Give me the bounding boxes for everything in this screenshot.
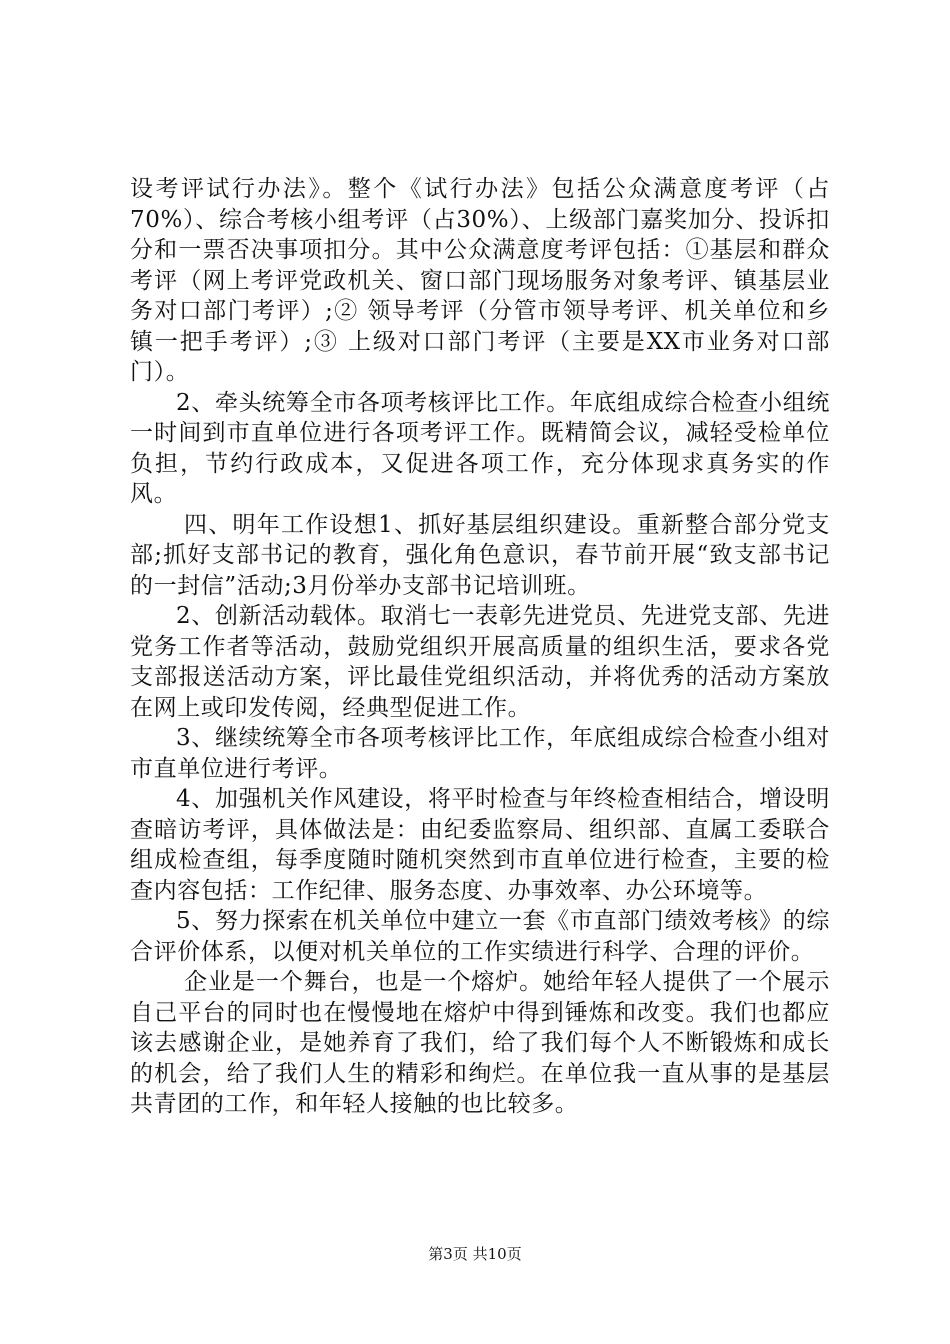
paragraph-item-2-coordination: 2、牵头统筹全市各项考核评比工作。年底组成综合检查小组统一时间到市直单位进行各项考评工作。既精简会议，减轻受检单位负担，节约行政成本，又促进各项工作，充分体现求真务实的作风。 [130, 389, 830, 507]
paragraph-item-4-work-style: 4、加强机关作风建设，将平时检查与年终检查相结合，增设明查暗访考评，具体做法是：由纪委监察局、组织部、直属工委联合组成检查组，每季度随时随机突然到市直单位进行检查，主要的检查内容包括：工作纪律、服务态度、办事效率、办公环境等。 [130, 786, 830, 904]
paragraph-item-3-evaluation: 3、继续统筹全市各项考核评比工作，年底组成综合检查小组对市直单位进行考评。 [130, 725, 830, 782]
paragraph-item-2-activities: 2、创新活动载体。取消七一表彰先进党员、先进党支部、先进党务工作者等活动，鼓励党组织开展高质量的组织生活，要求各党支部报送活动方案，评比最佳党组织活动，并将优秀的活动方案放在网上或印发传阅，经典型促进工作。 [130, 603, 830, 721]
paragraph-item-5-performance: 5、努力探索在机关单位中建立一套《市直部门绩效考核》的综合评价体系，以便对机关单位的工作实绩进行科学、合理的评价。 [130, 908, 830, 965]
page-footer: 第3页 共10页 [428, 1245, 522, 1263]
document-body [130, 174, 830, 1120]
paragraph-section-4-plans: 四、明年工作设想1、抓好基层组织建设。重新整合部分党支部;抓好支部书记的教育，强化角色意识，春节前开展“致支部书记的一封信”活动;3月份举办支部书记培训班。 [130, 511, 830, 599]
paragraph-enterprise: 企业是一个舞台，也是一个熔炉。她给年轻人提供了一个展示自己平台的同时也在慢慢地在熔炉中得到锤炼和改变。我们也都应该去感谢企业，是她养育了我们，给了我们每个人不断锻炼和成长的机会，给了我们人生的精彩和绚烂。在单位我一直从事的是基层共青团的工作，和年轻人接触的也比较多。 [130, 969, 830, 1117]
paragraph-continuation: 设考评试行办法》。整个《试行办法》包括公众满意度考评（占70%）、综合考核小组考评（占30%）、上级部门嘉奖加分、投诉扣分和一票否决事项扣分。其中公众满意度考评包括：①基层和群众考评（网上考评党政机关、窗口部门现场服务对象考评、镇基层业务对口部门考评）;② 领导考评（分管市领导考评、机关单位和乡镇一把手考评）;③ 上级对口部门考评（主要是XX市业务对口部门）。 [130, 176, 830, 385]
